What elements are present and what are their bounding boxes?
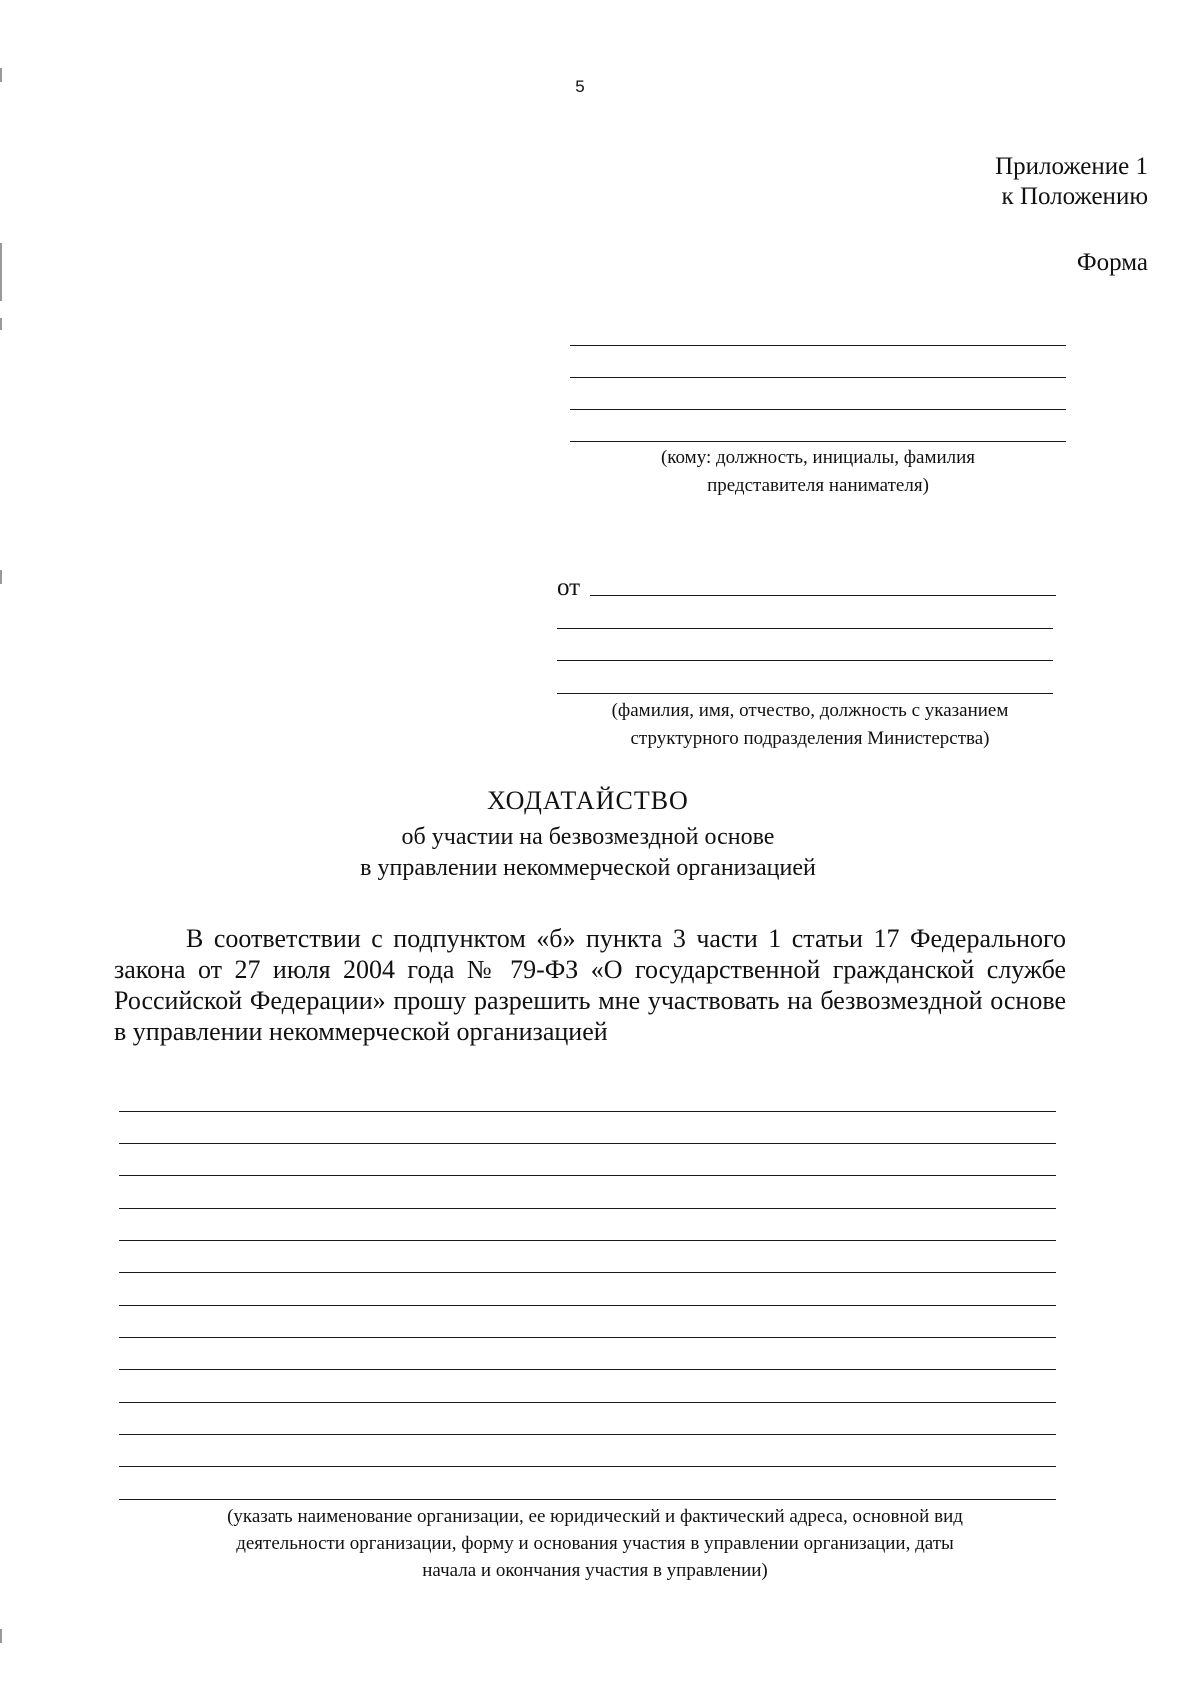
appendix-reference: к Положению [1001, 183, 1148, 210]
organization-line[interactable] [119, 1402, 1056, 1403]
organization-line[interactable] [119, 1337, 1056, 1338]
sender-line[interactable] [557, 660, 1053, 661]
organization-line[interactable] [119, 1434, 1056, 1435]
sender-line[interactable] [557, 628, 1053, 629]
organization-line[interactable] [119, 1305, 1056, 1306]
recipient-line[interactable] [570, 441, 1066, 442]
sender-line[interactable] [590, 595, 1056, 596]
recipient-caption: (кому: должность, инициалы, фамилия [660, 447, 976, 468]
scan-margin-mark [0, 243, 2, 301]
scan-margin-mark [0, 318, 2, 330]
sender-caption: структурного подразделения Министерства) [630, 728, 990, 749]
organization-line[interactable] [119, 1208, 1056, 1209]
document-subtitle: в управлении некоммерческой организацией [360, 855, 816, 881]
organization-caption: начала и окончания участия в управлении) [422, 1560, 768, 1581]
form-label: Форма [1076, 249, 1148, 276]
organization-caption: (указать наименование организации, ее юридический и фактический адреса, основной вид [227, 1506, 963, 1527]
sender-caption: (фамилия, имя, отчество, должность с указанием [611, 700, 1009, 721]
scan-margin-mark [0, 1629, 2, 1643]
appendix-label: Приложение 1 [995, 153, 1148, 180]
organization-line[interactable] [119, 1369, 1056, 1370]
organization-line[interactable] [119, 1111, 1056, 1112]
recipient-line[interactable] [570, 345, 1066, 346]
organization-caption: деятельности организации, форму и основания участия в управлении организации, даты [236, 1533, 954, 1554]
organization-line[interactable] [119, 1272, 1056, 1273]
sender-line[interactable] [557, 693, 1053, 694]
page-number: 5 [575, 77, 585, 96]
organization-line[interactable] [119, 1466, 1056, 1467]
petition-body: В соответствии с подпунктом «б» пункта 3 части 1 статьи 17 Федерального закона от 27 июля 2004 года № 79-ФЗ «О государственной гражданской службе Российской Федерации» прошу разрешить мне участвовать на безвозмездной основе в управлении некоммерческой организацией [114, 924, 1066, 1046]
document-subtitle: об участии на безвозмездной основе [401, 824, 775, 850]
organization-line[interactable] [119, 1240, 1056, 1241]
document-title: ХОДАТАЙСТВО [487, 786, 689, 815]
organization-line[interactable] [119, 1499, 1056, 1500]
scan-margin-mark [0, 570, 2, 584]
organization-line[interactable] [119, 1143, 1056, 1144]
from-label: от [557, 574, 581, 601]
recipient-line[interactable] [570, 409, 1066, 410]
recipient-line[interactable] [570, 377, 1066, 378]
organization-line[interactable] [119, 1175, 1056, 1176]
scan-margin-mark [0, 68, 2, 82]
recipient-caption: представителя нанимателя) [707, 475, 929, 496]
